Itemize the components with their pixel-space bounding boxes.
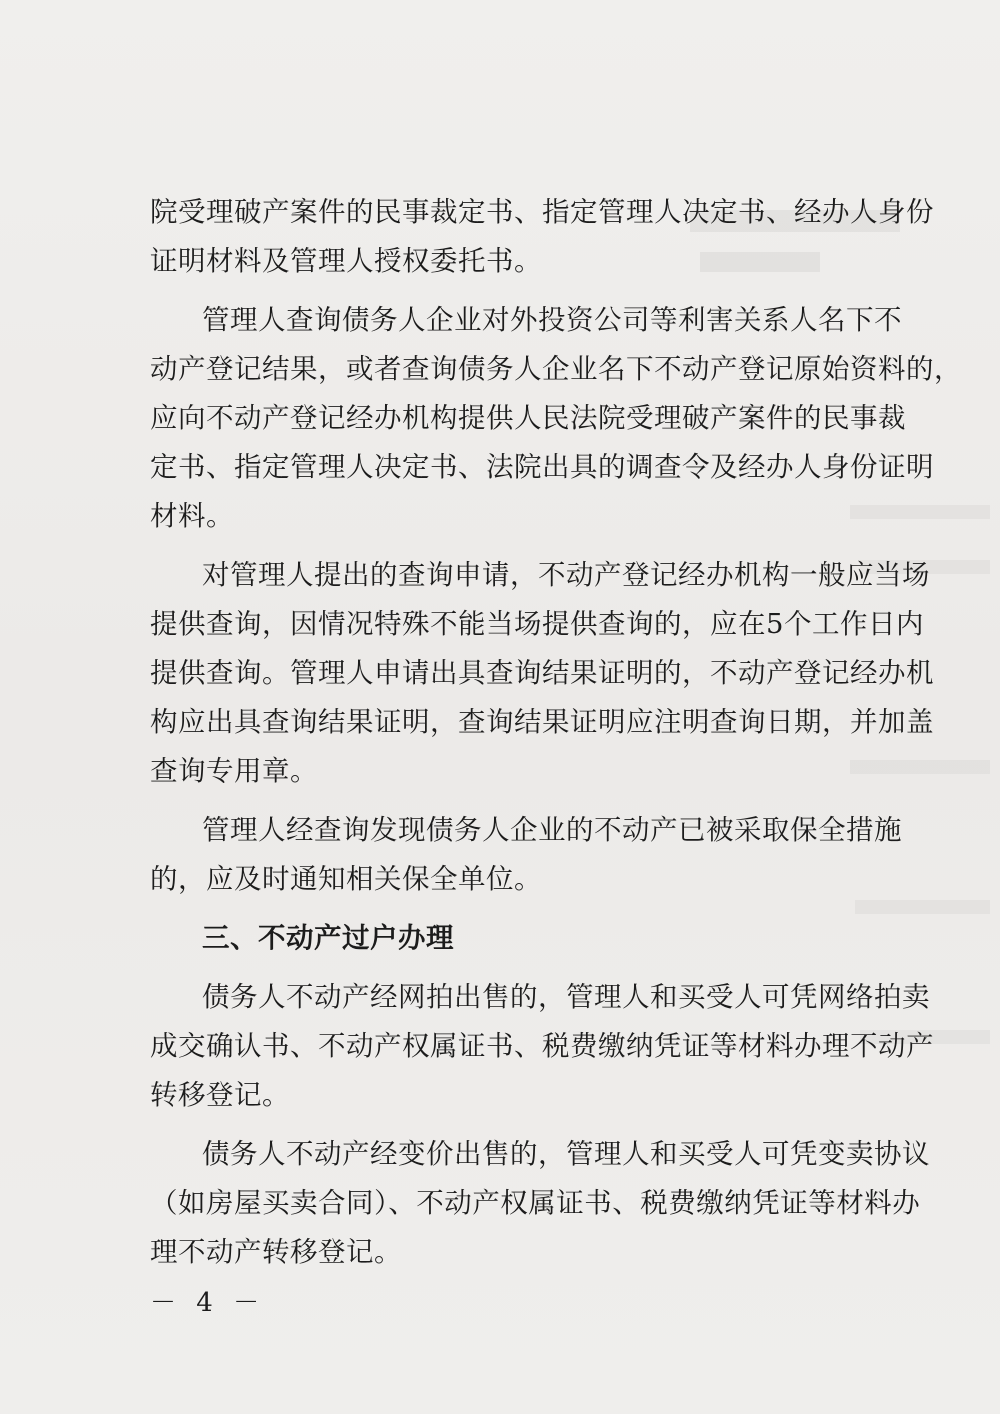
text-line: 应向不动产登记经办机构提供人民法院受理破产案件的民事裁 — [150, 402, 906, 434]
text-line: 构应出具查询结果证明，查询结果证明应注明查询日期，并加盖 — [150, 706, 934, 738]
paragraph-gap — [150, 796, 890, 806]
paragraph — [150, 551, 934, 796]
paragraph — [150, 1130, 930, 1277]
paragraph — [150, 973, 934, 1120]
section-heading — [150, 914, 890, 963]
paragraph — [150, 188, 934, 286]
paragraph-gap — [150, 286, 890, 296]
body-text — [150, 188, 962, 1277]
paragraph — [150, 806, 902, 904]
text-line: 管理人查询债务人企业对外投资公司等利害关系人名下不 — [202, 304, 902, 336]
text-line: 债务人不动产经变价出售的，管理人和买受人可凭变卖协议 — [202, 1138, 930, 1170]
text-line: 定书、指定管理人决定书、法院出具的调查令及经办人身份证明 — [150, 451, 934, 483]
text-line: 动产登记结果，或者查询债务人企业名下不动产登记原始资料的， — [150, 353, 962, 385]
text-line: 三、不动产过户办理 — [202, 922, 454, 954]
text-line: 材料。 — [150, 500, 234, 532]
text-line: 的，应及时通知相关保全单位。 — [150, 863, 542, 895]
text-line: 院受理破产案件的民事裁定书、指定管理人决定书、经办人身份 — [150, 196, 934, 228]
text-line: （如房屋买卖合同）、不动产权属证书、税费缴纳凭证等材料办 — [150, 1187, 921, 1219]
paragraph-gap — [150, 904, 890, 914]
text-line: 提供查询。管理人申请出具查询结果证明的，不动产登记经办机 — [150, 657, 934, 689]
text-line: 成交确认书、不动产权属证书、税费缴纳凭证等材料办理不动产 — [150, 1030, 934, 1062]
text-line: 转移登记。 — [150, 1079, 290, 1111]
text-line: 理不动产转移登记。 — [150, 1236, 402, 1268]
paragraph-gap — [150, 541, 890, 551]
paragraph-gap — [150, 963, 890, 973]
text-line: 管理人经查询发现债务人企业的不动产已被采取保全措施 — [202, 814, 902, 846]
text-line: 债务人不动产经网拍出售的，管理人和买受人可凭网络拍卖 — [202, 981, 930, 1013]
text-line: 对管理人提出的查询申请，不动产登记经办机构一般应当场 — [202, 559, 930, 591]
text-line: 提供查询，因情况特殊不能当场提供查询的，应在5个工作日内 — [150, 608, 924, 640]
paragraph — [150, 296, 962, 541]
page-number: － 4 － — [150, 1288, 266, 1318]
text-line: 查询专用章。 — [150, 755, 318, 787]
paragraph-gap — [150, 1120, 890, 1130]
text-line: 证明材料及管理人授权委托书。 — [150, 245, 542, 277]
